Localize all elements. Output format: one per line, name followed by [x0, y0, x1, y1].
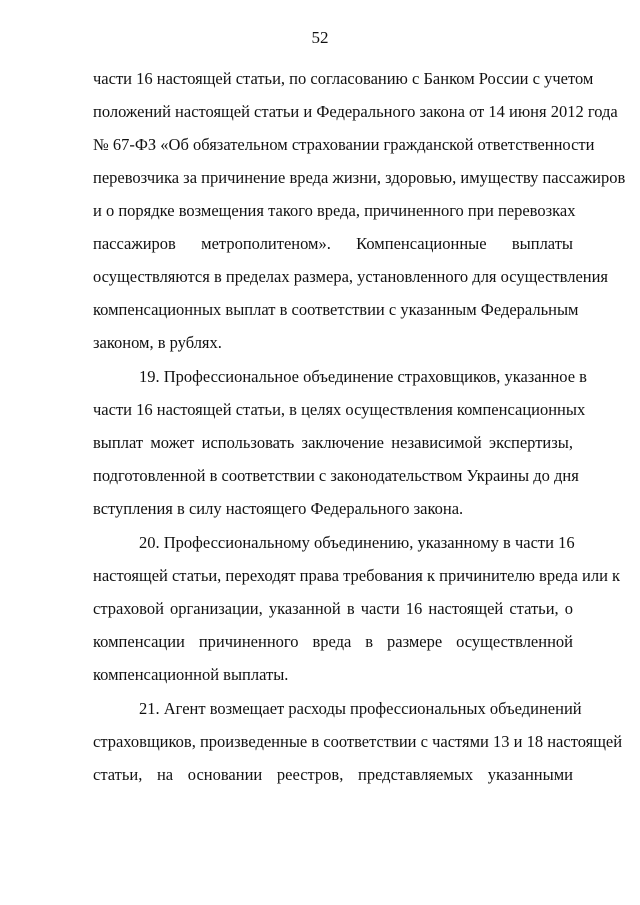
- paragraph-line: части 16 настоящей статьи, в целях осуществления компенсационных: [93, 400, 586, 419]
- paragraph-line: части 16 настоящей статьи, по согласованию с Банком России с учетом: [93, 69, 594, 88]
- paragraph-line: страховой организации, указанной в части 16 настоящей статьи, о: [93, 599, 573, 618]
- paragraph-line: компенсационной выплаты.: [93, 665, 289, 684]
- paragraph-line: пассажиров метрополитеном». Компенсационные выплаты: [93, 234, 573, 253]
- paragraph-line: осуществляются в пределах размера, установленного для осуществления: [93, 267, 609, 286]
- page-number: 52: [311, 28, 329, 47]
- paragraph-line: законом, в рублях.: [93, 333, 222, 352]
- paragraph-line: страховщиков, произведенные в соответствии с частями 13 и 18 настоящей: [93, 732, 623, 751]
- document-body: [93, 62, 626, 791]
- paragraph-line: компенсации причиненного вреда в размере осуществленной: [93, 632, 573, 651]
- paragraph-line: настоящей статьи, переходят права требования к причинителю вреда или к: [93, 566, 621, 585]
- paragraph-line: 20. Профессиональному объединению, указанному в части 16: [139, 533, 575, 552]
- paragraph-line: положений настоящей статьи и Федерального закона от 14 июня 2012 года: [93, 102, 618, 121]
- paragraph-line: выплат может использовать заключение независимой экспертизы,: [93, 433, 573, 452]
- paragraph-line: 21. Агент возмещает расходы профессиональных объединений: [139, 699, 582, 718]
- paragraph-line: 19. Профессиональное объединение страховщиков, указанное в: [139, 367, 587, 386]
- paragraph-line: и о порядке возмещения такого вреда, причиненного при перевозках: [93, 201, 576, 220]
- paragraph-line: перевозчика за причинение вреда жизни, здоровью, имуществу пассажиров: [93, 168, 626, 187]
- paragraph-line: № 67-ФЗ «Об обязательном страховании гражданской ответственности: [93, 135, 595, 154]
- paragraph-line: вступления в силу настоящего Федерального закона.: [93, 499, 464, 518]
- paragraph-line: компенсационных выплат в соответствии с указанным Федеральным: [93, 300, 579, 319]
- paragraph-line: статьи, на основании реестров, представляемых указанными: [93, 765, 573, 784]
- paragraph-line: подготовленной в соответствии с законодательством Украины до дня: [93, 466, 579, 485]
